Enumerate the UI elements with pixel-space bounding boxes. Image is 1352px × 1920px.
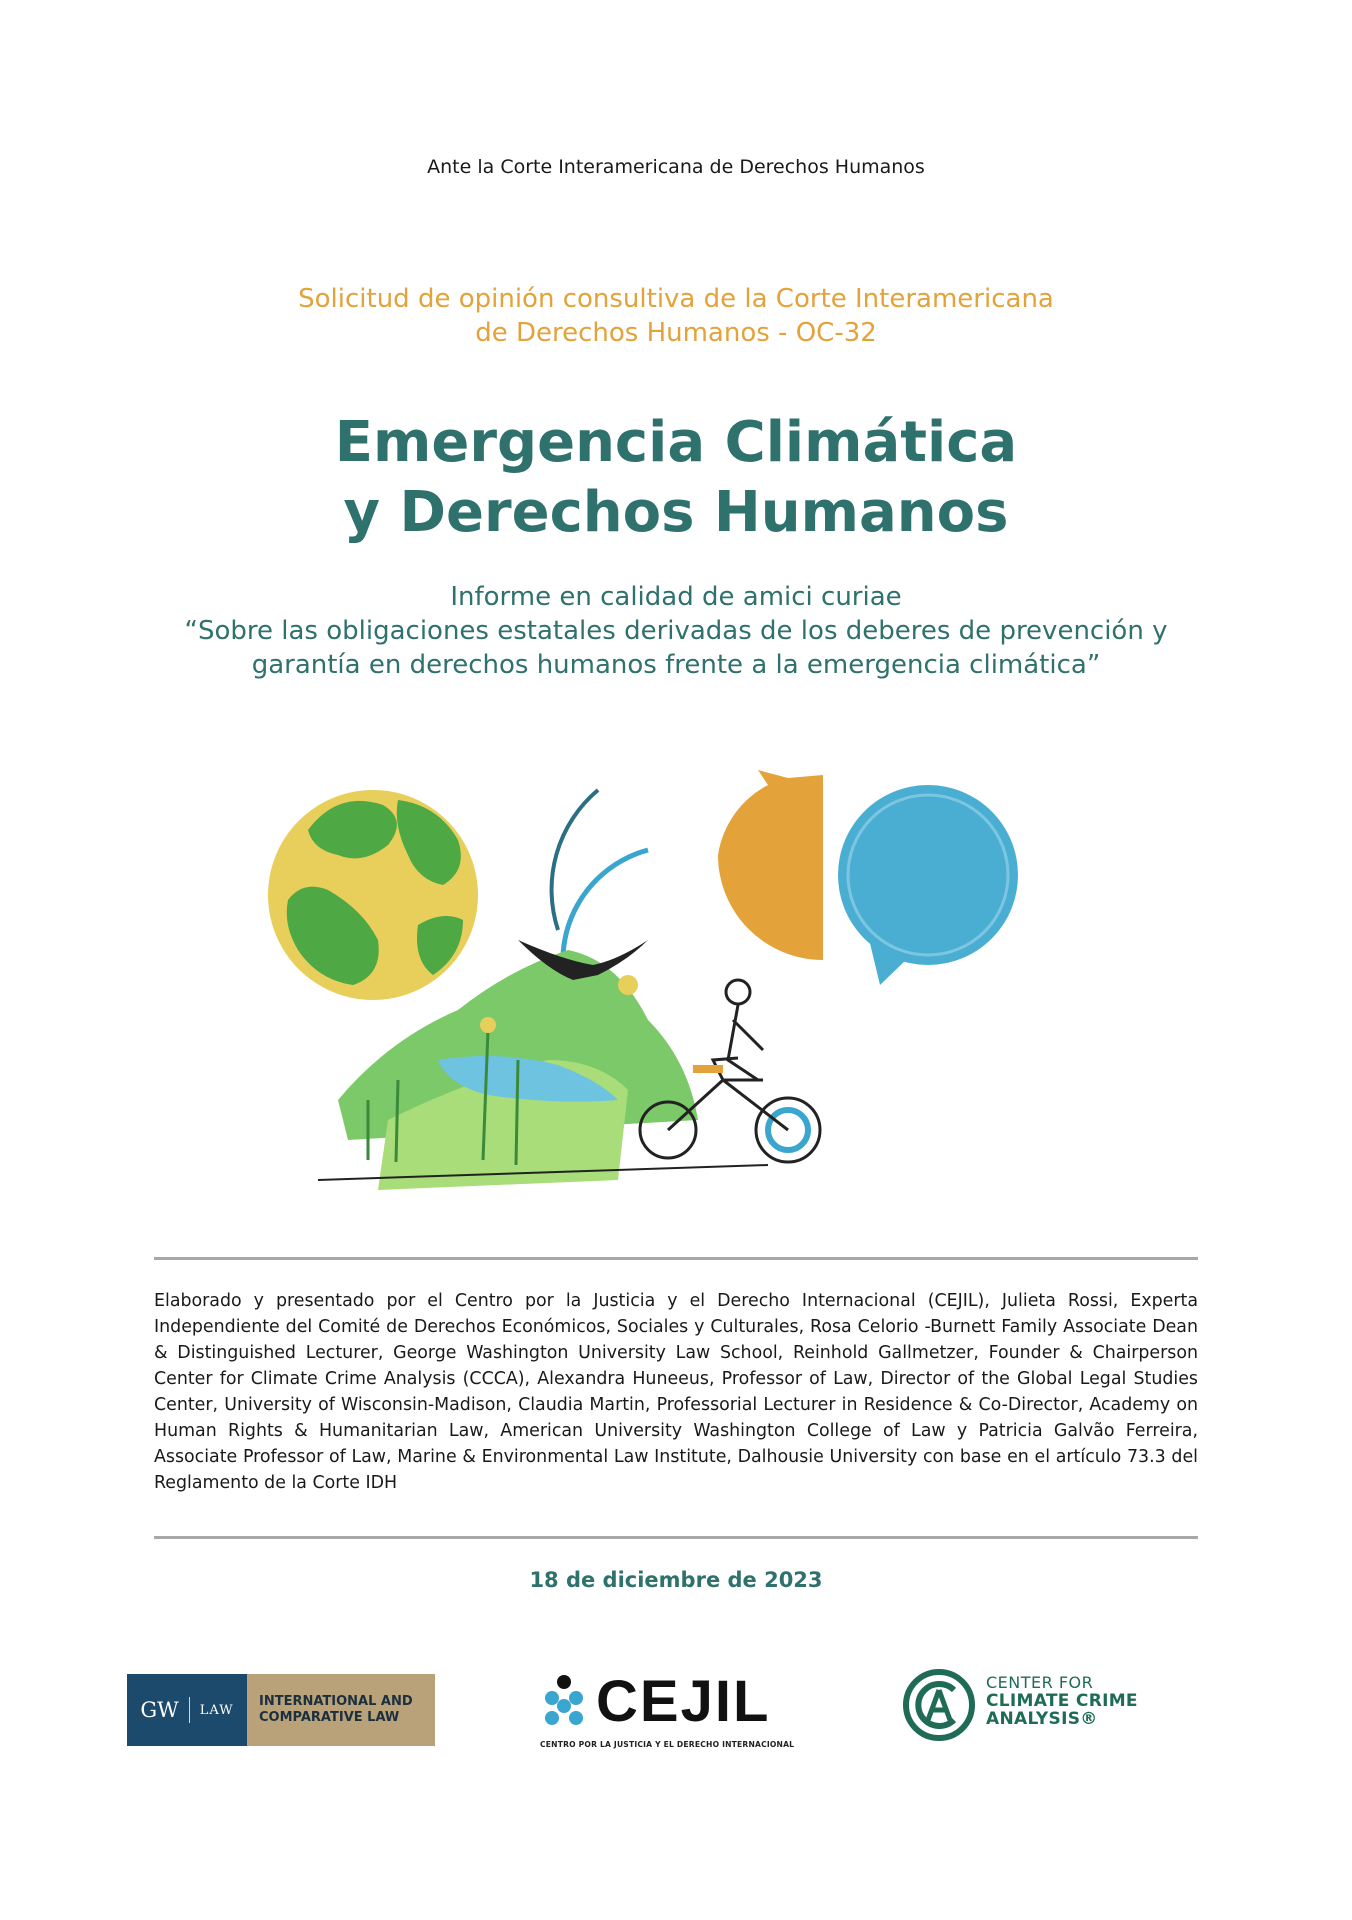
request-line-1: Solicitud de opinión consultiva de la Corte Interamericana: [298, 284, 1054, 314]
gw-program-name: [247, 1674, 435, 1746]
request-line-2: de Derechos Humanos - OC-32: [475, 318, 877, 348]
title-line-2: y Derechos Humanos: [343, 480, 1009, 545]
report-description: [120, 580, 1232, 682]
cejil-subtitle: CENTRO POR LA JUSTICIA Y EL DERECHO INTERNACIONAL: [540, 1740, 795, 1749]
gw-law-label: LAW: [199, 1702, 234, 1718]
ccca-line-1: CENTER FOR: [986, 1673, 1094, 1692]
report-line-2: “Sobre las obligaciones estatales derivadas de los deberes de prevención y: [184, 616, 1168, 646]
cejil-wordmark: CEJIL: [596, 1669, 771, 1734]
globe-icon: [268, 790, 478, 1000]
gw-law-logo: [127, 1674, 435, 1746]
document-date: 18 de diciembre de 2023: [529, 1568, 823, 1592]
gw-program-line-1: INTERNATIONAL AND: [259, 1694, 413, 1709]
gw-mark: GW: [140, 1698, 179, 1722]
gw-logo-mark-area: [127, 1674, 247, 1746]
ccca-name: [986, 1674, 1138, 1728]
credits-paragraph: Elaborado y presentado por el Centro por la Justicia y el Derecho Internacional (CEJIL), Julieta Rossi, Experta Independiente del Comité de Derechos Económicos, Sociales y Culturales, Rosa Celorio -Burnett Family Associate Dean & Distinguished Lecturer, George Washington University Law School, Reinhold Gallmetzer, Founder & Chairperson Center for Climate Crime Analysis (CCCA), Alexandra Huneeus, Professor of Law, Director of the Global Legal Studies Center, University of Wisconsin-Madison, Claudia Martin, Professorial Lecturer in Residence & Co-Director, Academy on Human Rights & Humanitarian Law, American University Washington College of Law y Patricia Galvão Ferreira, Associate Professor of Law, Marine & Environmental Law Institute, Dalhousie University con base en el artículo 73.3 del Reglamento de la Corte IDH: [154, 1291, 1198, 1493]
report-line-3: garantía en derechos humanos frente a la emergencia climática”: [251, 650, 1101, 680]
ccca-logo: [902, 1666, 1152, 1746]
top-divider: [154, 1257, 1198, 1260]
gw-program-line-2: COMPARATIVE LAW: [259, 1710, 400, 1725]
document-title: [146, 408, 1206, 548]
cejil-dots-icon: [540, 1674, 588, 1730]
cejil-logo: [540, 1668, 810, 1760]
bottom-divider: [154, 1536, 1198, 1539]
title-line-1: Emergencia Climática: [334, 410, 1018, 475]
court-heading: Ante la Corte Interamericana de Derechos Humanos: [427, 156, 925, 178]
report-line-1: Informe en calidad de amici curiae: [450, 582, 902, 612]
ccca-line-2: CLIMATE CRIME: [986, 1691, 1138, 1711]
gw-divider: [189, 1697, 190, 1723]
ccca-line-3: ANALYSIS®: [986, 1709, 1098, 1729]
speech-bubble-blue-icon: [838, 785, 1018, 985]
climate-illustration: [268, 760, 1048, 1210]
speech-bubble-orange-icon: [718, 770, 823, 960]
ccca-emblem-icon: [902, 1668, 976, 1742]
request-subtitle: [176, 282, 1176, 350]
